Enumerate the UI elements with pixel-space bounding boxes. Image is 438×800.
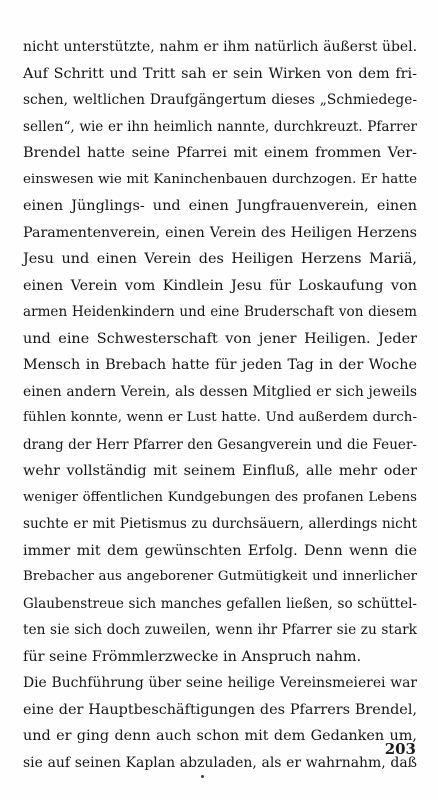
text-line: Brendel hatte seine Pfarrei mit einem frommen Ver- [23, 145, 417, 161]
text-line: einen Jünglings- und einen Jungfrauenverein, einen [23, 198, 417, 214]
paragraph-1 [23, 34, 417, 670]
text-line: armen Heidenkindern und eine Bruderschaft von diesem [23, 304, 417, 320]
paragraph-2 [23, 670, 417, 776]
text-line: für seine Frömmlerzwecke in Anspruch nahm. [23, 648, 362, 665]
text-line: schen, weltlichen Draufgängertum dieses „Schmiedege- [23, 92, 417, 108]
text-line: sellen“, wie er ihn heimlich nannte, durchkreuzt. Pfarrer [23, 118, 417, 135]
bottom-ornament-dot [201, 775, 204, 778]
text-line: eine der Hauptbeschäftigungen des Pfarrers Brendel, [23, 701, 417, 718]
text-line: Glaubenstreue sich manches gefallen ließen, so schüttel- [23, 595, 417, 612]
text-line: Paramentenverein, einen Verein des Heiligen Herzens [23, 224, 417, 241]
text-line: fühlen konnte, wenn er Lust hatte. Und außerdem durch- [23, 410, 417, 425]
text-line: einswesen wie mit Kaninchenbauen durchzogen. Er hatte [23, 171, 417, 187]
text-line: Die Buchführung über seine heilige Vereinsmeierei war [23, 675, 417, 691]
text-line: einen andern Verein, als dessen Mitglied er sich jeweils [23, 383, 417, 400]
text-line: Brebacher aus angeborener Gutmütigkeit und innerlicher [23, 569, 417, 584]
text-line: und er ging denn auch schon mit dem Gedanken um, [23, 728, 417, 744]
body-text [23, 34, 417, 776]
text-line: Jesu und einen Verein des Heiligen Herzens Mariä, [23, 251, 417, 267]
text-line: nicht unterstützte, nahm er ihm natürlich äußerst übel. [23, 39, 417, 55]
text-line: drang der Herr Pfarrer den Gesangverein und die Feuer- [23, 436, 417, 453]
text-line: suchte er mit Pietismus zu durchsäuern, allerdings nicht [23, 516, 417, 532]
text-line: wehr vollständig mit seinem Einfluß, alle mehr oder [23, 463, 417, 479]
text-line: ten sie sich doch zuweilen, wenn ihr Pfarrer sie zu stark [23, 622, 417, 638]
text-line: immer mit dem gewünschten Erfolg. Denn wenn die [23, 542, 417, 559]
text-line: und eine Schwesterschaft von jener Heiligen. Jeder [23, 330, 417, 347]
text-line: Mensch in Brebach hatte für jeden Tag in der Woche [23, 357, 417, 373]
text-line: sie auf seinen Kaplan abzuladen, als er wahrnahm, daß [23, 754, 417, 771]
text-line: Auf Schritt und Tritt sah er sein Wirken von dem fri- [23, 65, 417, 82]
text-line: einen Verein vom Kindlein Jesu für Loskaufung von [23, 277, 417, 294]
page-number: 203 [384, 740, 416, 758]
text-line: weniger öffentlichen Kundgebungen des profanen Lebens [23, 489, 417, 505]
